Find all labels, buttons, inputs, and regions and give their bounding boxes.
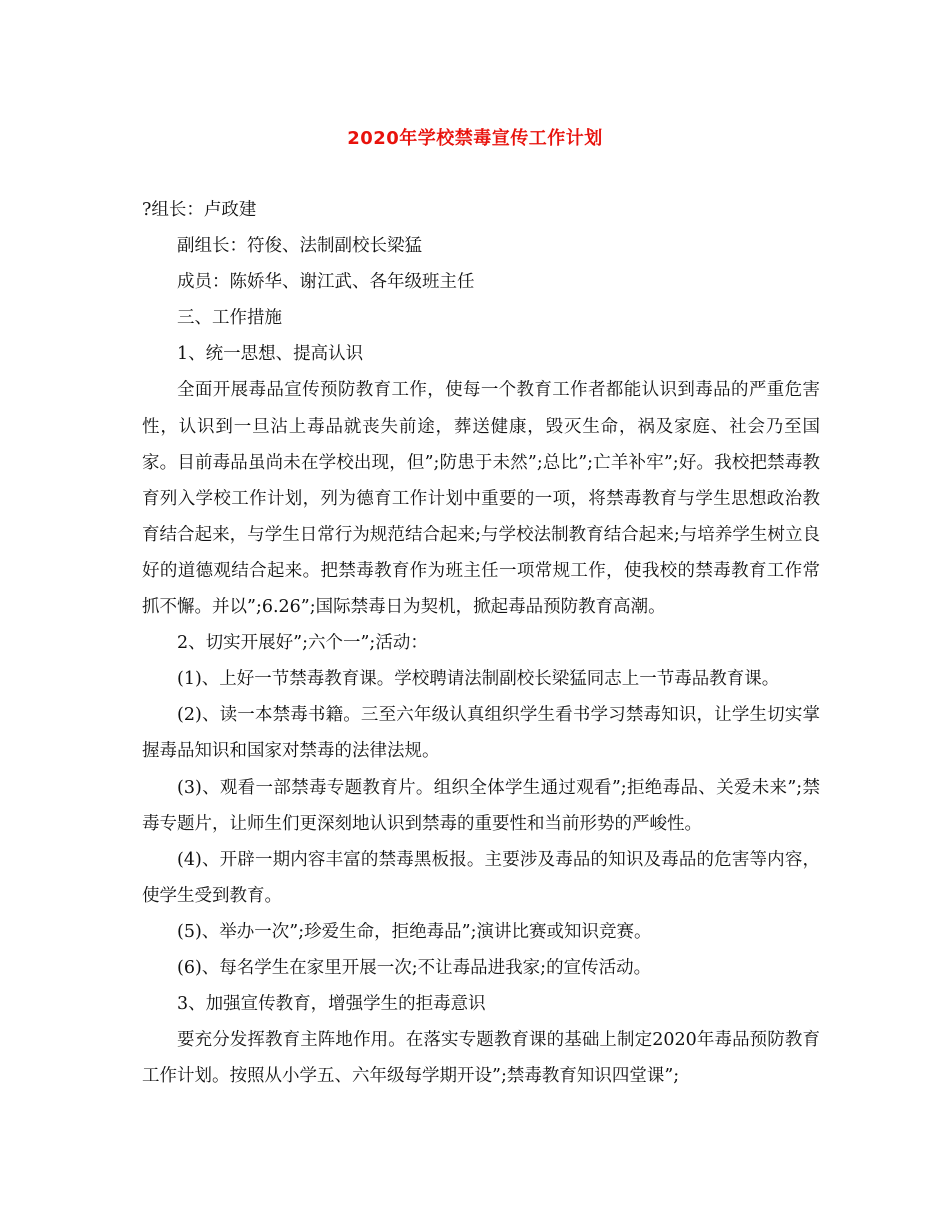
list-item-5: (5)、举办一次”;珍爱生命，拒绝毒品”;演讲比赛或知识竞赛。 — [177, 921, 652, 942]
list-item-3: (3)、观看一部禁毒专题教育片。组织全体学生通过观看”;拒绝毒品、关爱未来”;禁毒专题片，让师生们更深刻地认识到禁毒的重要性和当前形势的严峻性。 — [142, 777, 820, 834]
list-item-1: (1)、上好一节禁毒教育课。学校聘请法制副校长梁猛同志上一节毒品教育课。 — [177, 669, 780, 690]
subheading-six-ones: 2、切实开展好”;六个一”;活动： — [177, 633, 428, 654]
list-item-2: (2)、读一本禁毒书籍。三至六年级认真组织学生看书学习禁毒知识，让学生切实掌握毒品知识和国家对禁毒的法律法规。 — [142, 705, 820, 762]
list-item-6: (6)、每名学生在家里开展一次;不让毒品进我家;的宣传活动。 — [177, 957, 652, 978]
subheading-strengthen-publicity: 3、加强宣传教育，增强学生的拒毒意识 — [177, 994, 486, 1015]
paragraph-deputy-leader: 副组长：符俊、法制副校长梁猛 — [177, 236, 422, 257]
paragraph-education-work: 全面开展毒品宣传预防教育工作，使每一个教育工作者都能认识到毒品的严重危害性，认识到一旦沾上毒品就丧失前途，葬送健康，毁灭生命，祸及家庭、社会乃至国家。目前毒品虽尚未在学校出现，但”;防患于未然”;总比”;亡羊补牢”;好。我校把禁毒教育列入学校工作计划，列为德育工作计划中重要的一项，将禁毒教育与学生思想政治教育结合起来，与学生日常行为规范结合起来;与学校法制教育结合起来;与培养学生树立良好的道德观结合起来。把禁毒教育作为班主任一项常规工作，使我校的禁毒教育工作常抓不懈。并以”;6.26”;国际禁毒日为契机，掀起毒品预防教育高潮。 — [142, 380, 820, 618]
paragraph-team-leader: ?组长：卢政建 — [142, 200, 257, 220]
list-item-4: (4)、开辟一期内容丰富的禁毒黑板报。主要涉及毒品的知识及毒品的危害等内容，使学生受到教育。 — [142, 849, 820, 906]
subheading-unify-thinking: 1、统一思想、提高认识 — [177, 344, 364, 365]
paragraph-members: 成员：陈娇华、谢江武、各年级班主任 — [177, 272, 475, 293]
section-heading-measures: 三、工作措施 — [177, 308, 282, 329]
paragraph-education-front: 要充分发挥教育主阵地作用。在落实专题教育课的基础上制定2020年毒品预防教育工作计划。按照从小学五、六年级每学期开设”;禁毒教育知识四堂课”; — [142, 1030, 820, 1087]
document-title: 2020年学校禁毒宣传工作计划 — [347, 128, 603, 149]
document-body — [142, 192, 820, 1094]
